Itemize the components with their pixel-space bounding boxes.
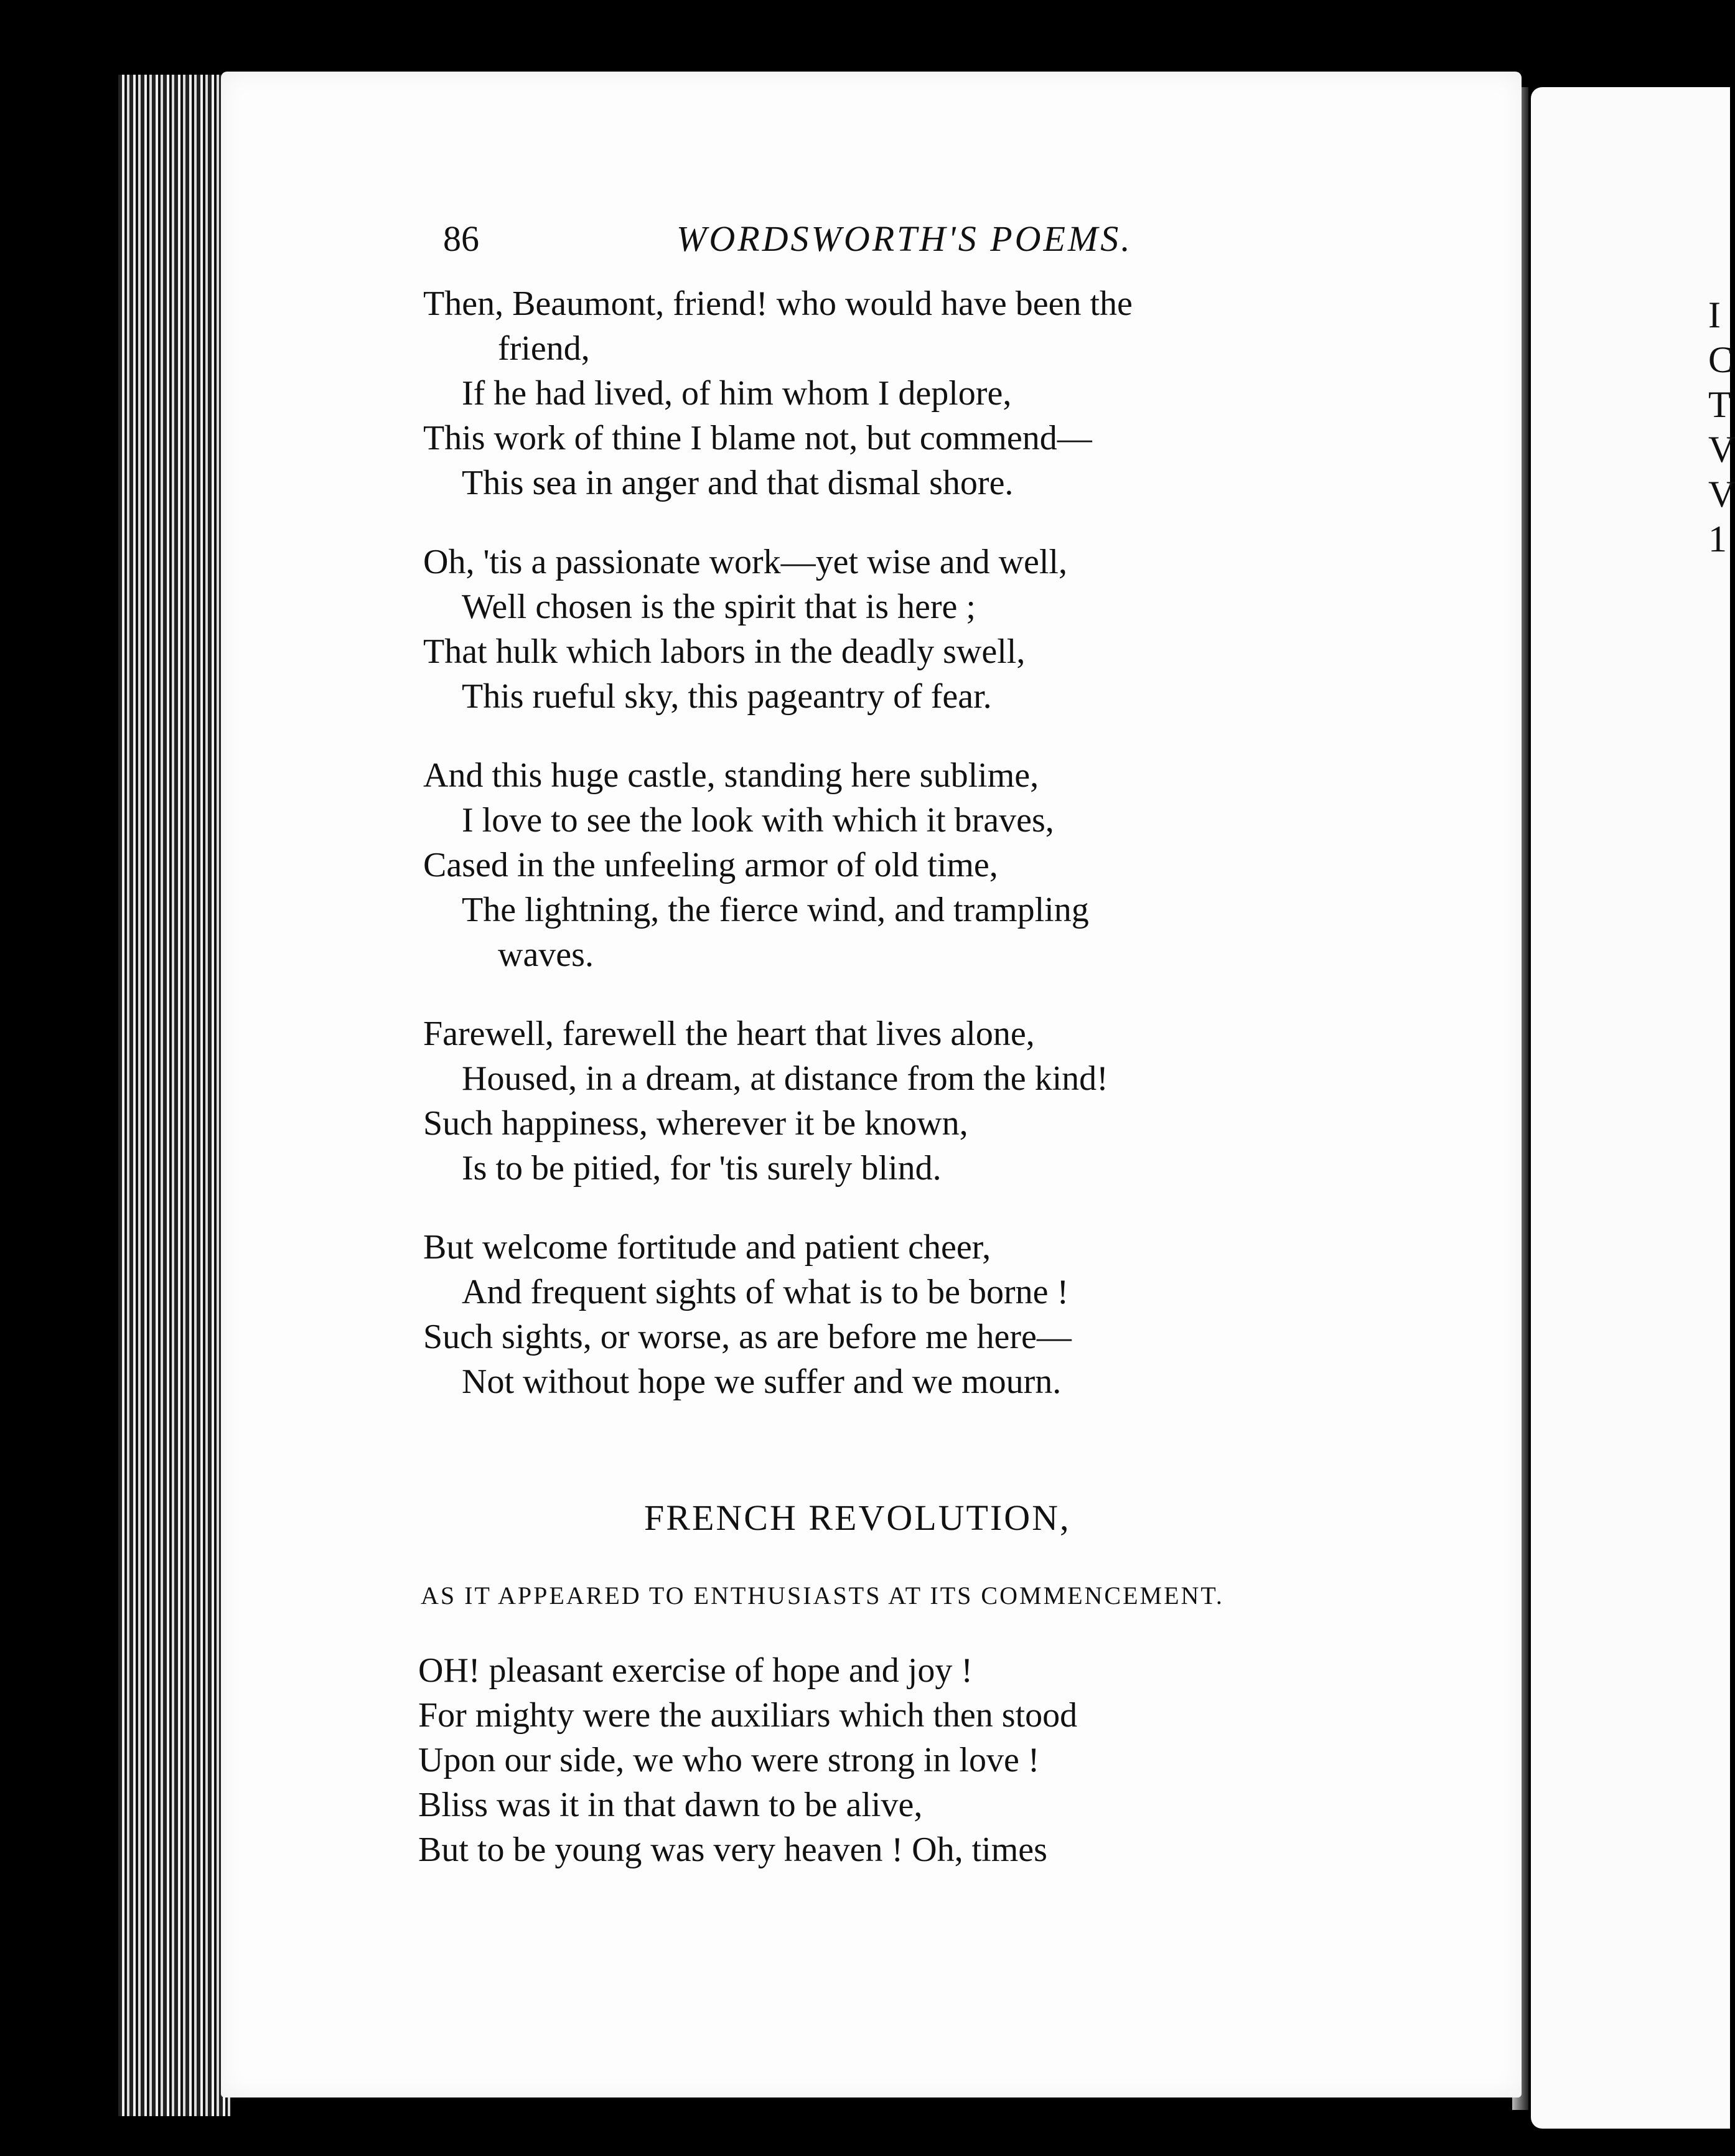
verse-line: The lightning, the fierce wind, and trampling	[462, 891, 1089, 929]
verse-line: Not without hope we suffer and we mourn.	[462, 1362, 1062, 1401]
verse-line: Is to be pitied, for 'tis surely blind.	[462, 1149, 942, 1188]
verse-line: But welcome fortitude and patient cheer,	[423, 1228, 991, 1267]
section-title: FRENCH REVOLUTION,	[644, 1497, 1071, 1538]
stanza	[423, 1011, 1357, 1191]
facing-page-letter: T	[1708, 384, 1731, 425]
verse-line: And frequent sights of what is to be borne !	[462, 1273, 1069, 1311]
verse-line: And this huge castle, standing here sublime,	[423, 756, 1039, 795]
verse-line: For mighty were the auxiliars which then stood	[418, 1696, 1078, 1735]
book-title: WORDSWORTH'S POEMS.	[676, 218, 1133, 259]
verse-line: This sea in anger and that dismal shore.	[462, 464, 1014, 502]
facing-page-letter: I	[1708, 294, 1721, 335]
verse-line: That hulk which labors in the deadly swell,	[423, 632, 1026, 671]
facing-page-letter: V	[1708, 429, 1735, 470]
verse-line: Upon our side, we who were strong in love !	[418, 1741, 1040, 1779]
verse-line: friend,	[498, 329, 590, 368]
verse-line: Housed, in a dream, at distance from the kind!	[462, 1059, 1108, 1098]
verse-line: Such sights, or worse, as are before me here—	[423, 1318, 1072, 1356]
facing-page-letter: 1	[1708, 518, 1727, 560]
facing-page	[1531, 87, 1730, 2129]
verse-line: Cased in the unfeeling armor of old time,	[423, 846, 998, 884]
stanza	[423, 540, 1357, 719]
verse-line: But to be young was very heaven ! Oh, times	[418, 1830, 1047, 1869]
verse-line: OH! pleasant exercise of hope and joy !	[418, 1651, 973, 1690]
verse-line: I love to see the look with which it braves,	[462, 801, 1054, 840]
verse-line: This rueful sky, this pageantry of fear.	[462, 677, 992, 716]
stanza	[423, 1225, 1357, 1404]
facing-page-text	[1708, 293, 1735, 561]
book-page-edges	[118, 75, 230, 2116]
verse-line: Such happiness, wherever it be known,	[423, 1104, 968, 1143]
stanza	[423, 281, 1357, 505]
verse-line: Then, Beaumont, friend! who would have been the	[423, 284, 1133, 323]
verse-line: waves.	[498, 935, 594, 974]
facing-page-letter: C	[1708, 339, 1734, 380]
section-subtitle: AS IT APPEARED TO ENTHUSIASTS AT ITS COMMENCEMENT.	[421, 1582, 1224, 1610]
verse-line: Well chosen is the spirit that is here ;	[462, 588, 976, 626]
stanza	[423, 753, 1357, 977]
verse-line: Bliss was it in that dawn to be alive,	[418, 1786, 923, 1824]
poem-elegiac-stanzas	[423, 281, 1357, 1438]
verse-line: Oh, 'tis a passionate work—yet wise and well,	[423, 543, 1067, 581]
poem-french-revolution	[418, 1648, 1352, 1872]
verse-line: This work of thine I blame not, but commend—	[423, 419, 1092, 457]
page-number: 86	[443, 218, 479, 259]
verse-line: Farewell, farewell the heart that lives alone,	[423, 1015, 1035, 1053]
facing-page-letter: V	[1708, 474, 1735, 515]
verse-line: If he had lived, of him whom I deplore,	[462, 374, 1012, 413]
running-head	[443, 218, 1345, 268]
